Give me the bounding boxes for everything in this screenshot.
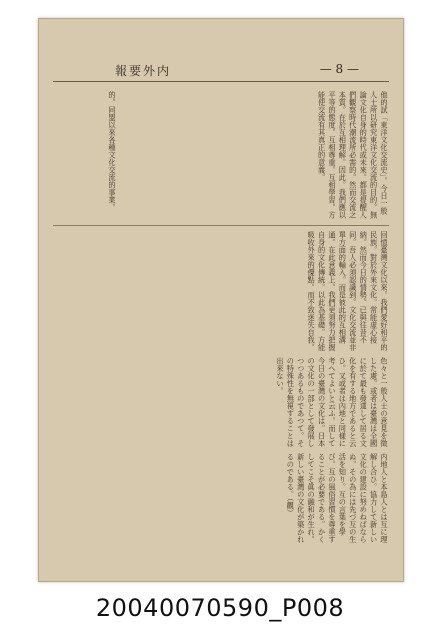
page-header: [53, 59, 389, 82]
document-page: [38, 18, 404, 582]
text-block-3: 回憶臺灣文化以來。我們愛好和平的民族。對於外來文化。常能虛心接納。然而今日的情勢。已與往昔不同。吾人必須認識到。文化交流並非單方面的輸入。而是彼此的互相溝通。在此意義上。我們更須努力把握自身的文化傳統。以此為基礎。方能吸收外來的優點。而不致迷失自我。: [307, 231, 389, 351]
publication-title: 内外要報: [115, 64, 172, 78]
divider: [53, 225, 389, 226]
text-block-5: 内地人と本島人とは互に理解し合ひ。協力して新しい文化の建設に努めねばならぬ。その為には先づ互の生活を知り。互の言葉を學び。互の風俗習慣を尊重することが必要である。かくしてこそ眞の融和が生れ。新しい臺灣の文化が築かれるのである。（觀）: [286, 453, 389, 543]
text-block-4: 色々と一般人士の意見を徵した處。或者は臺灣は全國に於て最も發達して居る文化を有する地方であると云ひ。又或者は內地と同樣に考へてよいと云ふ。而して今日の臺灣の文化は。日本の文化の一部として發展しつつあるものであつて。その特殊性を無視することは出來ない。: [275, 357, 389, 447]
archive-id-caption: 20040070590_P008: [95, 594, 345, 622]
text-block-1: 他的試「東洋文化交流史」。今日一般人士所以研究東洋文化交流的目的。無論文化自身的時代或未來。都是提醒人們觀察時代潮流所必需的。然而交流之本質。在於互相理解。因此。我們應以平等的態度。互相尊重。互相學習。方能使交流有其真正的意義。: [317, 91, 389, 219]
text-block-2: 的。同盟以來各種文化交流的事業。: [108, 91, 117, 211]
page-number: — 8 —: [319, 62, 359, 76]
